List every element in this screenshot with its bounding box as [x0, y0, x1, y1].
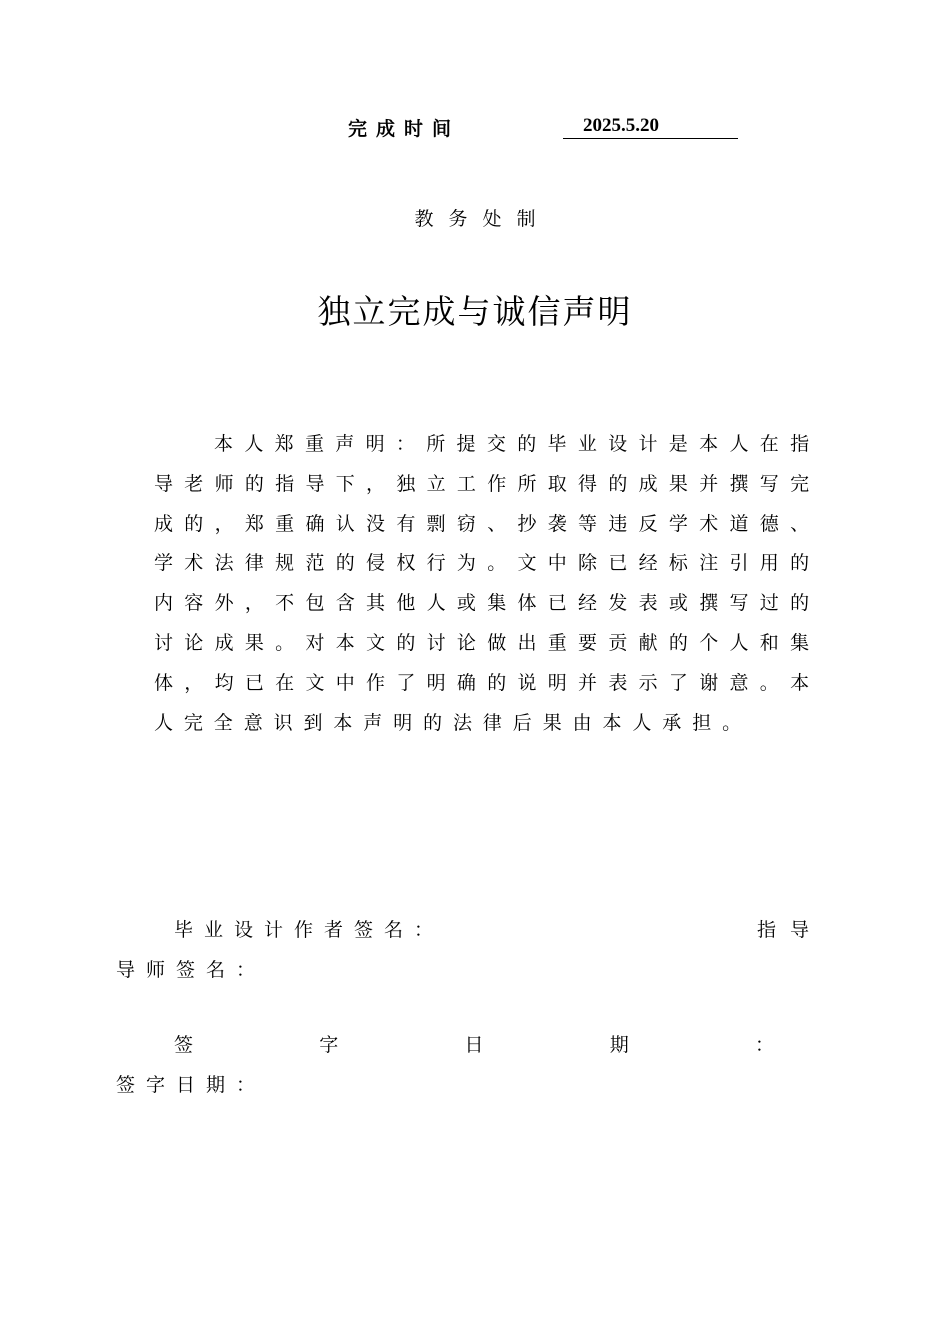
page-title: 独立完成与诚信声明 [317, 292, 633, 331]
date-char: 期 [609, 1034, 629, 1056]
date-char: 日 [464, 1034, 484, 1056]
date-char: ： [754, 1034, 774, 1056]
author-signature-label: 毕业设计作者签名： [174, 919, 445, 941]
issuer-label: 教务处制 [414, 208, 551, 230]
completion-date-field: 2025.5.20 [563, 114, 738, 139]
advisor-signature-label-end: 导师签名： [116, 959, 267, 981]
date-char: 字 [319, 1034, 339, 1056]
advisor-signature-date-label: 签字日期： [116, 1074, 267, 1096]
author-signature-date-row [174, 1030, 774, 1057]
date-char: 签 [174, 1034, 194, 1056]
declaration-body: 本人郑重声明：所提交的毕业设计是本人在指导老师的指导下，独立工作所取得的成果并撰写完成的，郑重确认没有剽窃、抄袭等违反学术道德、学术法律规范的侵权行为。文中除已经标注引用的内容外，不包含其他人或集体已经发表或撰写过的讨论成果。对本文的讨论做出重要贡献的个人和集体，均已在文中作了明确的说明并表示了谢意。本人完全意识到本声明的法律后果由本人承担。 [154, 433, 820, 734]
completion-time-label: 完成时间 [348, 118, 461, 140]
advisor-signature-label-start: 指导 [757, 919, 824, 941]
